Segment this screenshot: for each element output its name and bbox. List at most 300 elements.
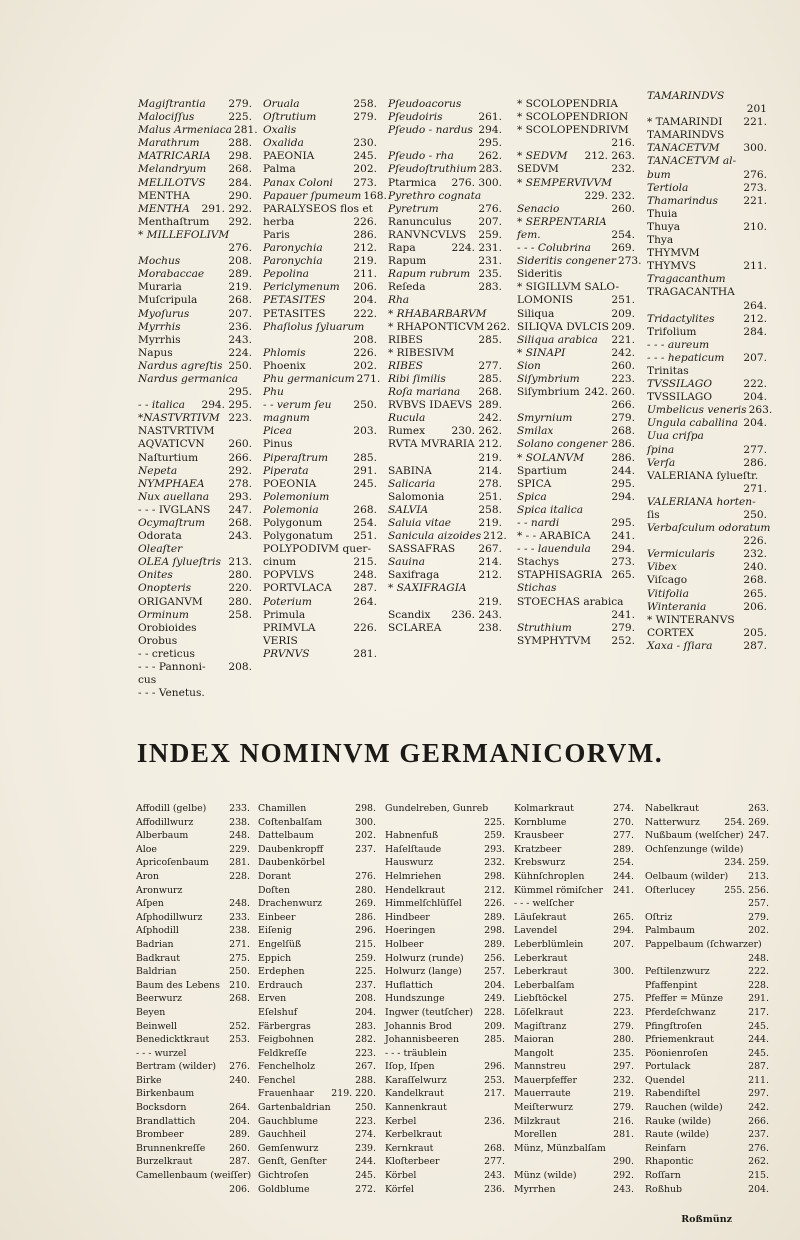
entry-term: Iſop, Iſpen (385, 1061, 435, 1073)
index-entry (385, 884, 505, 898)
entry-page: 287. (353, 582, 377, 595)
entry-page: 217. (484, 1088, 505, 1100)
entry-page: 222. (743, 378, 767, 391)
entry-page: 273. (611, 556, 635, 569)
entry-page: 242. (611, 346, 635, 359)
entry-page: 258. (478, 503, 502, 516)
index-entry (136, 924, 250, 938)
index-entry (136, 884, 250, 898)
entry-page: 208. (353, 333, 377, 346)
entry-term: Rucula (388, 412, 426, 425)
entry-page: 202. (748, 925, 769, 937)
entry-term: Morellen (514, 1129, 557, 1141)
index-entry (647, 483, 767, 496)
index-entry (385, 1033, 505, 1047)
entry-page: 289. (484, 938, 505, 950)
index-entry (647, 496, 767, 509)
index-entry (517, 438, 635, 451)
index-entry (138, 216, 252, 229)
entry-page: 257. (484, 966, 505, 978)
entry-term: Camellenbaum (weiſſer) (136, 1170, 252, 1182)
entry-term: Orobus (138, 634, 178, 647)
entry-page: 221. (743, 194, 767, 207)
entry-page: 295. (228, 386, 252, 399)
entry-term: Oſterlucey (645, 884, 696, 896)
entry-page: 242. (478, 412, 502, 425)
entry-term: TVSSILAGO (647, 391, 713, 404)
entry-term: Picea (263, 425, 293, 438)
index-entry (138, 111, 252, 124)
index-entry (517, 465, 635, 478)
index-entry (385, 1128, 505, 1142)
entry-term: Kernkraut (385, 1142, 434, 1154)
entry-page: 275. (613, 993, 634, 1005)
index-entry (385, 992, 505, 1006)
index-entry (263, 216, 377, 229)
entry-term: Malus Armeniaca (138, 124, 232, 137)
entry-term: POEONIA (263, 477, 317, 490)
entry-term: Trinitas (647, 364, 689, 377)
entry-term: RIBES (388, 333, 423, 346)
index-entry (647, 339, 767, 352)
entry-page: 206. (229, 1183, 250, 1195)
entry-page: 229. (229, 843, 250, 855)
entry-term: Roßhub (645, 1183, 683, 1195)
entry-page: 288. (228, 137, 252, 150)
entry-term: Rapum (388, 255, 427, 268)
entry-page: 277. (743, 443, 767, 456)
entry-term: Helmriehen (385, 870, 442, 882)
entry-term: NASTVRTIVM (138, 425, 215, 438)
index-entry (388, 190, 502, 203)
entry-page: 268. (228, 517, 252, 529)
index-entry (138, 334, 252, 347)
index-entry (514, 829, 634, 843)
entry-page: 300. (355, 816, 376, 828)
index-entry (258, 1060, 376, 1074)
index-entry (517, 347, 635, 360)
entry-term: Saluia vitae (388, 517, 452, 529)
index-entry (517, 386, 635, 399)
index-entry (388, 556, 502, 569)
entry-page: 244. (355, 1156, 376, 1168)
index-entry (647, 561, 767, 574)
entry-term: CORTEX (647, 626, 694, 639)
entry-term: Thuia (647, 207, 678, 220)
index-entry (263, 648, 377, 661)
entry-page: 296. (355, 925, 376, 937)
index-entry (514, 897, 634, 911)
entry-page: 202. (353, 359, 377, 372)
entry-term: Polygonum (263, 517, 323, 529)
index-entry (258, 1183, 376, 1197)
entry-term: Solano congener (517, 438, 608, 451)
index-entry (258, 1169, 376, 1183)
entry-term: Beinwell (136, 1020, 178, 1032)
index-entry (388, 569, 502, 582)
entry-term: Kerbel (385, 1115, 417, 1127)
entry-term: Mannstreu (514, 1061, 566, 1073)
entry-term: TAMARINDVS (647, 129, 725, 142)
entry-term: Natterwurz (645, 816, 700, 828)
entry-term: Drachenwurz (258, 898, 322, 910)
index-entry (514, 843, 634, 857)
index-entry (385, 924, 505, 938)
index-entry (258, 979, 376, 993)
index-entry (647, 535, 767, 548)
index-entry (138, 648, 252, 661)
entry-page: 226. (353, 621, 377, 634)
entry-page: 204. (743, 391, 767, 404)
entry-page: 268. (743, 574, 767, 587)
index-entry (647, 365, 767, 378)
catchword: Roßmünz (681, 1214, 732, 1225)
entry-term: Kratzbeer (514, 843, 562, 855)
entry-term: Ingwer (teutſcher) (385, 1006, 474, 1018)
entry-term: Beerwurz (136, 993, 182, 1005)
entry-page: 234. 259. (724, 857, 769, 869)
entry-page: 278. (478, 477, 502, 490)
index-entry (517, 190, 635, 203)
entry-term: Lavendel (514, 925, 558, 937)
index-entry (138, 687, 252, 700)
index-entry (645, 1128, 769, 1142)
entry-page: 262. (486, 320, 511, 333)
index-entry (388, 137, 502, 150)
index-entry (514, 1074, 634, 1088)
entry-page: 237. (355, 843, 376, 855)
entry-page: 219. (478, 451, 502, 464)
entry-term: Rauchen (wilde) (645, 1102, 723, 1114)
entry-page: 262. (478, 150, 502, 163)
entry-term: Karaſſelwurz (385, 1074, 447, 1086)
index-entry (388, 334, 502, 347)
index-entry (388, 242, 502, 255)
index-entry (517, 321, 635, 334)
entry-term: Ribi ſimilis (388, 372, 446, 385)
index-entry (136, 952, 250, 966)
entry-term: Erdrauch (258, 979, 303, 991)
index-entry (138, 242, 252, 255)
entry-page: 216. (611, 137, 635, 150)
entry-page: 212. (484, 884, 505, 896)
entry-page: 295. (478, 137, 502, 150)
index-entry (385, 843, 505, 857)
index-entry (385, 1020, 505, 1034)
entry-term: Löſelkraut (514, 1006, 564, 1018)
entry-page: 219. 220. (331, 1088, 376, 1100)
entry-page: 253. (229, 1034, 250, 1046)
entry-term: Hauswurz (385, 857, 434, 869)
entry-page: 276. (229, 1061, 250, 1073)
index-entry (385, 829, 505, 843)
entry-term: Stachys (517, 556, 560, 569)
index-entry (517, 308, 635, 321)
latin-column-4 (517, 98, 642, 648)
entry-page: 287. (229, 1156, 250, 1168)
entry-page: 254. (613, 857, 634, 869)
entry-term: * SCOLOPENDRIVM (517, 124, 629, 137)
entry-page: 284. (228, 176, 252, 189)
index-entry (645, 1074, 769, 1088)
entry-term: Hendelkraut (385, 884, 445, 896)
index-entry (517, 334, 635, 347)
index-entry (388, 582, 502, 595)
entry-page: 202. (355, 830, 376, 842)
entry-page: 215. (355, 938, 376, 950)
index-entry (258, 1087, 376, 1101)
index-entry (388, 491, 502, 504)
index-entry (514, 1060, 634, 1074)
entry-page: 245. (748, 1047, 769, 1059)
entry-page: 250. (353, 399, 377, 412)
entry-page: 219. (353, 255, 377, 268)
index-entry (263, 268, 377, 281)
entry-term: SILIQVA DVLCIS (517, 320, 609, 333)
entry-page: 255. 256. (724, 884, 769, 896)
entry-term: Rumex (388, 425, 426, 438)
entry-term: Sion (517, 359, 541, 372)
index-entry (647, 260, 767, 273)
index-entry (136, 829, 250, 843)
index-entry (517, 399, 635, 412)
entry-term: Leberkraut (514, 952, 568, 964)
index-entry (263, 177, 377, 190)
index-entry (263, 425, 377, 438)
index-entry (138, 360, 252, 373)
entry-term: - - - aureum (647, 338, 710, 351)
index-entry (514, 802, 634, 816)
index-entry (385, 1074, 505, 1088)
entry-page: 297. (613, 1061, 634, 1073)
entry-term: * SERPENTARIA (517, 215, 607, 228)
entry-term: Winterania (647, 600, 707, 613)
entry-term: Spartium (517, 464, 567, 477)
entry-page: 278. (228, 477, 252, 490)
entry-page: 254. (353, 517, 377, 529)
entry-term: TVSSILAGO (647, 378, 713, 391)
entry-page: 263. (748, 404, 773, 417)
index-entry (138, 491, 252, 504)
entry-page: 245. (353, 477, 377, 490)
entry-term: MATRICARIA (138, 150, 211, 163)
index-entry (517, 255, 642, 268)
entry-term: Bertram (wilder) (136, 1061, 216, 1073)
entry-term: Körfel (385, 1183, 414, 1195)
entry-term: Eſelshuf (258, 1006, 298, 1018)
index-entry (647, 234, 767, 247)
entry-page: 245. (353, 150, 377, 163)
index-entry (138, 635, 252, 648)
entry-page: 243. (484, 1170, 505, 1182)
entry-term: Palmbaum (645, 925, 695, 937)
index-entry (517, 137, 635, 150)
entry-term: Färbergras (258, 1020, 311, 1032)
entry-term: * RHABARBARVM (388, 307, 487, 320)
entry-page: 268. (353, 503, 377, 516)
entry-term: Leberkraut (514, 966, 568, 978)
entry-term: - - - wurzel (136, 1047, 187, 1059)
index-entry (647, 116, 767, 129)
entry-term: Pſeudo - rha (388, 150, 454, 163)
entry-term: Sideritis (517, 268, 563, 281)
entry-term: PORTVLACA (263, 582, 332, 595)
index-entry (517, 150, 635, 163)
index-entry (388, 386, 502, 399)
entry-term: Kloſterbeer (385, 1156, 440, 1168)
entry-page: 230. (353, 137, 377, 150)
entry-term: Johannis Brod (385, 1020, 452, 1032)
index-entry (136, 1183, 250, 1197)
index-entry (263, 478, 377, 491)
entry-term: Hundszunge (385, 993, 445, 1005)
entry-page: 289. (478, 399, 502, 412)
entry-page: 286. (611, 451, 635, 464)
entry-term: Salomonia (388, 490, 445, 503)
entry-term: Muſcripula (138, 294, 198, 307)
index-entry (136, 1047, 250, 1061)
entry-page: 281. (353, 647, 377, 660)
entry-term: Spica italica (517, 503, 584, 516)
entry-term: *NASTVRTIVM (138, 412, 220, 425)
index-entry (647, 509, 767, 522)
index-entry (645, 802, 769, 816)
entry-term: Myoſurus (138, 307, 190, 320)
entry-page: 222. (353, 307, 377, 320)
entry-term: Paronychia (263, 255, 323, 268)
entry-page: 208. (355, 993, 376, 1005)
entry-term: MENTHA (138, 189, 190, 202)
entry-page: 209. (484, 1020, 505, 1032)
entry-page: 203. (353, 425, 377, 438)
index-entry (263, 124, 377, 137)
entry-term: Tertiola (647, 181, 689, 194)
index-entry (136, 1074, 250, 1088)
entry-page: 276. 300. (451, 176, 502, 189)
entry-page: 168. (363, 189, 387, 202)
entry-term: Eppich (258, 952, 292, 964)
entry-page: 243. (228, 333, 252, 346)
index-entry (645, 816, 769, 830)
index-entry (136, 870, 250, 884)
index-entry (258, 924, 376, 938)
index-entry (385, 1183, 505, 1197)
entry-page: 298. (355, 803, 376, 814)
german-column-2 (258, 802, 376, 1196)
index-entry (645, 952, 769, 966)
index-entry (647, 404, 773, 417)
entry-page: 230. 262. (451, 425, 502, 438)
entry-page: 256. (484, 952, 505, 964)
entry-page: 222. (748, 966, 769, 978)
entry-page: 279. (611, 621, 635, 634)
index-entry (138, 661, 252, 674)
entry-page: 226. (353, 215, 377, 228)
entry-page: 261. (478, 111, 502, 124)
index-entry (136, 1060, 250, 1074)
entry-page: 274. (355, 1129, 376, 1141)
index-entry (647, 195, 767, 208)
entry-page: 208. (228, 661, 252, 674)
entry-term: Bocksdorn (136, 1102, 187, 1114)
entry-term: Burzelkraut (136, 1156, 193, 1168)
entry-term: Raute (wilde) (645, 1129, 710, 1141)
index-entry (138, 569, 252, 582)
index-entry (647, 286, 767, 299)
entry-page: 215. (353, 556, 377, 569)
entry-page: 258. (228, 608, 252, 621)
entry-term: Aſphodillwurz (136, 911, 203, 923)
entry-term: THYMVM (647, 247, 700, 260)
index-entry (263, 203, 377, 216)
entry-term: Dorant (258, 870, 292, 882)
index-entry (388, 216, 502, 229)
index-entry (136, 979, 250, 993)
entry-term: Aloe (136, 843, 157, 855)
entry-term: VALERIANA horten- (647, 495, 756, 508)
german-column-1 (136, 802, 250, 1196)
entry-term: Einbeer (258, 911, 296, 923)
entry-term: Hoeringen (385, 925, 436, 937)
index-entry (263, 438, 377, 451)
index-entry (138, 556, 252, 569)
entry-term: Ranunculus (388, 215, 452, 228)
entry-term: Orminum (138, 608, 189, 621)
entry-term: Nußbaum (welſcher) (645, 830, 744, 842)
entry-term: Menthaſtrum (138, 215, 210, 228)
entry-page: 279. (748, 911, 769, 923)
index-entry (263, 255, 377, 268)
index-entry (647, 548, 767, 561)
entry-term: Rauke (wilde) (645, 1115, 711, 1127)
entry-page: 209. (611, 307, 635, 320)
index-entry (258, 897, 376, 911)
index-entry (138, 609, 252, 622)
index-entry (263, 386, 377, 399)
index-entry (517, 556, 635, 569)
entry-term: VALERIANA ſylueſtr. (647, 469, 759, 482)
index-entry (388, 268, 502, 281)
entry-page: 241. (613, 884, 634, 896)
index-entry (263, 622, 377, 635)
entry-term: Rha (388, 294, 410, 307)
index-entry (258, 1155, 376, 1169)
index-entry (514, 1142, 634, 1156)
entry-term: Rabendiſtel (645, 1088, 701, 1100)
entry-term: Tridactylites (647, 312, 715, 325)
index-entry (385, 1101, 505, 1115)
index-entry (647, 300, 767, 313)
entry-page: 270. (613, 816, 634, 828)
entry-term: Kandelkraut (385, 1088, 444, 1100)
entry-term: LOMONIS (517, 294, 573, 307)
index-entry (517, 294, 635, 307)
entry-term: Pfeffer = Münze (645, 993, 723, 1005)
index-entry (388, 452, 502, 465)
index-entry (514, 1101, 634, 1115)
entry-term: Ptarmica (388, 176, 437, 189)
entry-term: Brombeer (136, 1129, 184, 1141)
index-entry (263, 347, 377, 360)
entry-page: 237. (748, 1129, 769, 1141)
entry-page: 259. (478, 228, 502, 241)
entry-term: Mauerpfeffer (514, 1074, 577, 1086)
entry-page: 232. (613, 1074, 634, 1086)
index-entry (263, 569, 377, 582)
entry-term: Eiſenig (258, 925, 292, 937)
index-entry (263, 334, 377, 347)
entry-page: 286. (611, 438, 635, 451)
